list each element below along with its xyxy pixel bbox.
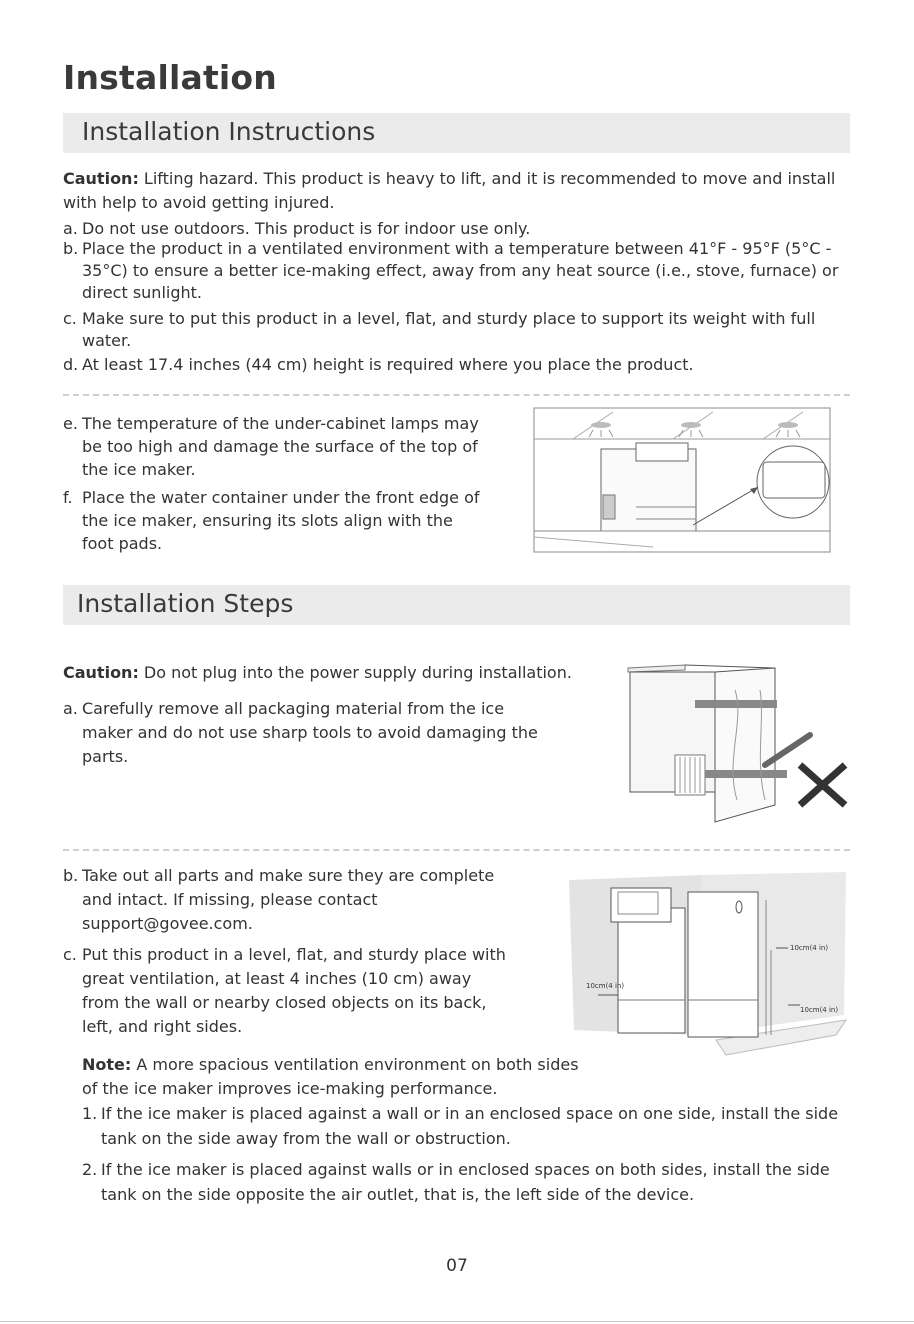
item-text: Place the water container under the front edge of the ice maker, ensuring its slots align with the foot pads. xyxy=(82,488,480,553)
item-text: Place the product in a ventilated environment with a temperature between 41°F - 95°F (5°C - 35°C) to ensure a better ice-making effect, away from any heat source (i.e., stove, furnace) or direct sunlight. xyxy=(82,239,839,302)
item-label: c. xyxy=(63,945,77,964)
instruction-item-a xyxy=(63,218,853,240)
section-heading-instructions xyxy=(63,113,850,153)
instruction-item-d xyxy=(63,354,853,376)
item-label: b. xyxy=(63,866,79,885)
item-label: e. xyxy=(63,414,78,433)
item-text: Take out all parts and make sure they are complete and intact. If missing, please contact support@govee.com. xyxy=(82,866,495,933)
item-label: c. xyxy=(63,309,77,328)
step-item-c xyxy=(63,943,513,1039)
sub-item-2 xyxy=(82,1157,852,1207)
item-text: The temperature of the under-cabinet lamps may be too high and damage the surface of the top of the ice maker. xyxy=(82,414,479,479)
item-label: a. xyxy=(63,219,78,238)
instruction-item-c xyxy=(63,308,833,352)
item-text: If the ice maker is placed against a wall or in an enclosed space on one side, install the side tank on the side away from the wall or obstruction. xyxy=(101,1104,839,1148)
caution-text: Lifting hazard. This product is heavy to lift, and it is recommended to move and install with help to avoid getting injured. xyxy=(63,169,836,212)
caution-label: Caution: xyxy=(63,169,139,188)
page-bottom-rule xyxy=(0,1321,914,1322)
item-text: If the ice maker is placed against walls or in enclosed spaces on both sides, install the side tank on the side opposite the air outlet, that is, the left side of the device. xyxy=(101,1160,830,1204)
item-label: b. xyxy=(63,239,79,258)
clearance-label-right-bottom: 10cm(4 in) xyxy=(800,1006,839,1014)
page-number: 07 xyxy=(446,1256,468,1276)
sub-item-1 xyxy=(82,1101,852,1151)
note-text: A more spacious ventilation environment on both sides of the ice maker improves ice-making performance. xyxy=(82,1055,579,1098)
item-label: 2. xyxy=(82,1160,98,1179)
instruction-item-e xyxy=(63,412,483,481)
instruction-item-f xyxy=(63,486,483,555)
note-label: Note: xyxy=(82,1055,132,1074)
section-heading-steps xyxy=(63,585,850,625)
item-text: Carefully remove all packaging material from the ice maker and do not use sharp tools to avoid damaging the parts. xyxy=(82,699,538,766)
caution-paragraph xyxy=(63,167,853,215)
item-label: a. xyxy=(63,699,78,718)
clearance-label-left: 10cm(4 in) xyxy=(586,982,625,990)
item-text: Make sure to put this product in a level, flat, and sturdy place to support its weight with full water. xyxy=(82,309,816,350)
caution-paragraph-2 xyxy=(63,662,633,684)
instruction-item-b xyxy=(63,238,853,304)
divider xyxy=(63,394,850,396)
caution-label: Caution: xyxy=(63,663,139,682)
item-text: Do not use outdoors. This product is for indoor use only. xyxy=(82,219,531,238)
clearance-illustration xyxy=(566,870,850,1060)
item-text: Put this product in a level, flat, and sturdy place with great ventilation, at least 4 inches (10 cm) away from the wall or nearby closed objects on its back, left, and right sides. xyxy=(82,945,506,1036)
page-title: Installation xyxy=(63,58,277,97)
section-heading-text: Installation Steps xyxy=(77,589,294,618)
item-text: At least 17.4 inches (44 cm) height is required where you place the product. xyxy=(82,355,694,374)
section-heading-text: Installation Instructions xyxy=(82,117,376,146)
under-cabinet-illustration xyxy=(533,407,831,553)
step-item-b xyxy=(63,864,503,936)
note-paragraph xyxy=(82,1053,582,1101)
item-label: 1. xyxy=(82,1104,98,1123)
step-item-a xyxy=(63,697,543,769)
clearance-label-right-top: 10cm(4 in) xyxy=(790,944,829,952)
item-label: f. xyxy=(63,488,73,507)
caution-text: Do not plug into the power supply during installation. xyxy=(138,663,572,682)
divider xyxy=(63,849,850,851)
packaging-removal-illustration xyxy=(625,660,853,825)
item-label: d. xyxy=(63,355,79,374)
